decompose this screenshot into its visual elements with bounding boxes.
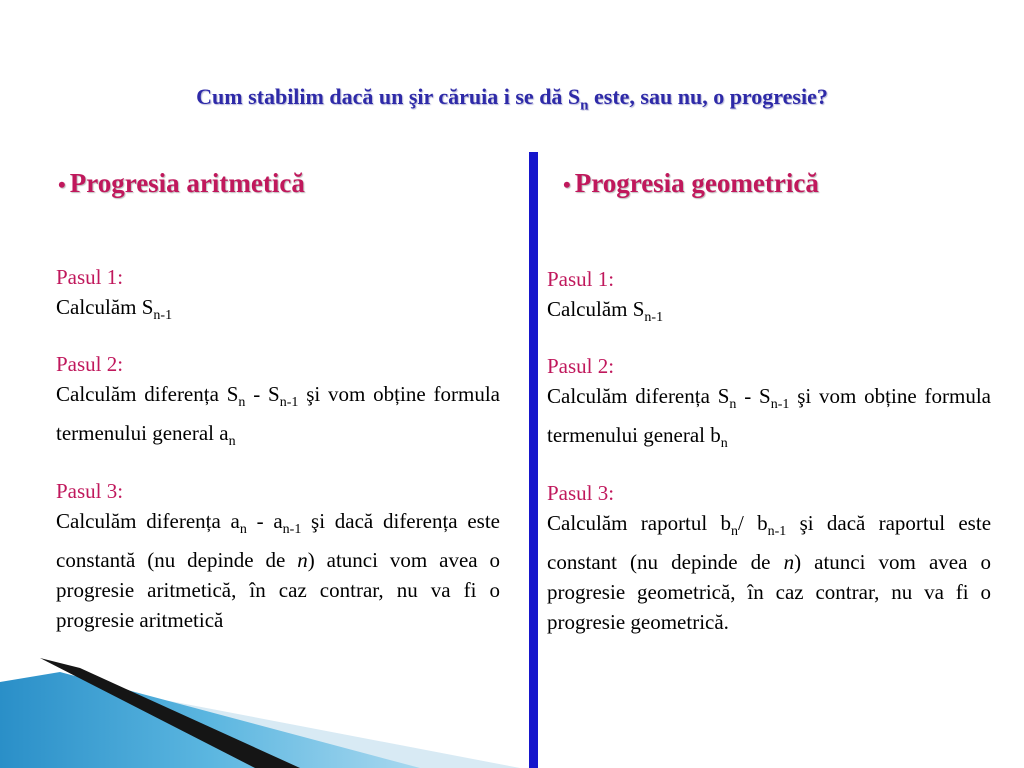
- heading-geometric: • Progresia geometrică: [563, 168, 819, 198]
- step-1-text: Calculăm $S_{n-1}$: [547, 297, 664, 326]
- step-2-text: Calculăm diferența $S_n - S_{n-1}$ şi vom obține formula termenului general $a_n$: [56, 382, 500, 450]
- heading-arithmetic: • Progresia aritmetică: [58, 168, 305, 198]
- step-3-label: Pasul 3:: [56, 478, 124, 503]
- arithmetic-column: [56, 262, 500, 635]
- step-2-label: Pasul 2:: [547, 354, 615, 379]
- geometric-column: [547, 264, 991, 637]
- bullet-icon: •: [563, 172, 571, 197]
- step-3-label: Pasul 3:: [547, 480, 615, 505]
- step-1-label: Pasul 1:: [547, 267, 615, 291]
- step-3-text: Calculăm diferența $a_n - a_{n-1}$ şi dacă diferența este constantă (nu depinde de n) atunci vom avea o progresie aritmetică, în caz contrar, nu va fi o progresie aritmetică: [56, 508, 500, 632]
- step-1-label: Pasul 1:: [56, 265, 124, 289]
- column-divider: [529, 152, 538, 768]
- step-2-text: Calculăm diferența $S_n - S_{n-1}$ şi vom obține formula termenului general $b_n$: [547, 384, 991, 452]
- step-3-text: Calculăm raportul $b_n/$ $b_{n-1}$ şi dacă raportul este constant (nu depinde de n) atunci vom avea o progresie geometrică, în caz contrar, nu va fi o progresie geometrică.: [547, 510, 992, 634]
- bullet-icon: •: [58, 172, 66, 197]
- slide-title: Cum stabilim dacă un şir căruia i se dă $S_n$ este, sau nu, o progresie?: [196, 84, 828, 114]
- step-2-label: Pasul 2:: [56, 352, 124, 377]
- step-1-text: Calculăm $S_{n-1}$: [56, 295, 173, 324]
- decorative-corner-shape: [0, 658, 520, 768]
